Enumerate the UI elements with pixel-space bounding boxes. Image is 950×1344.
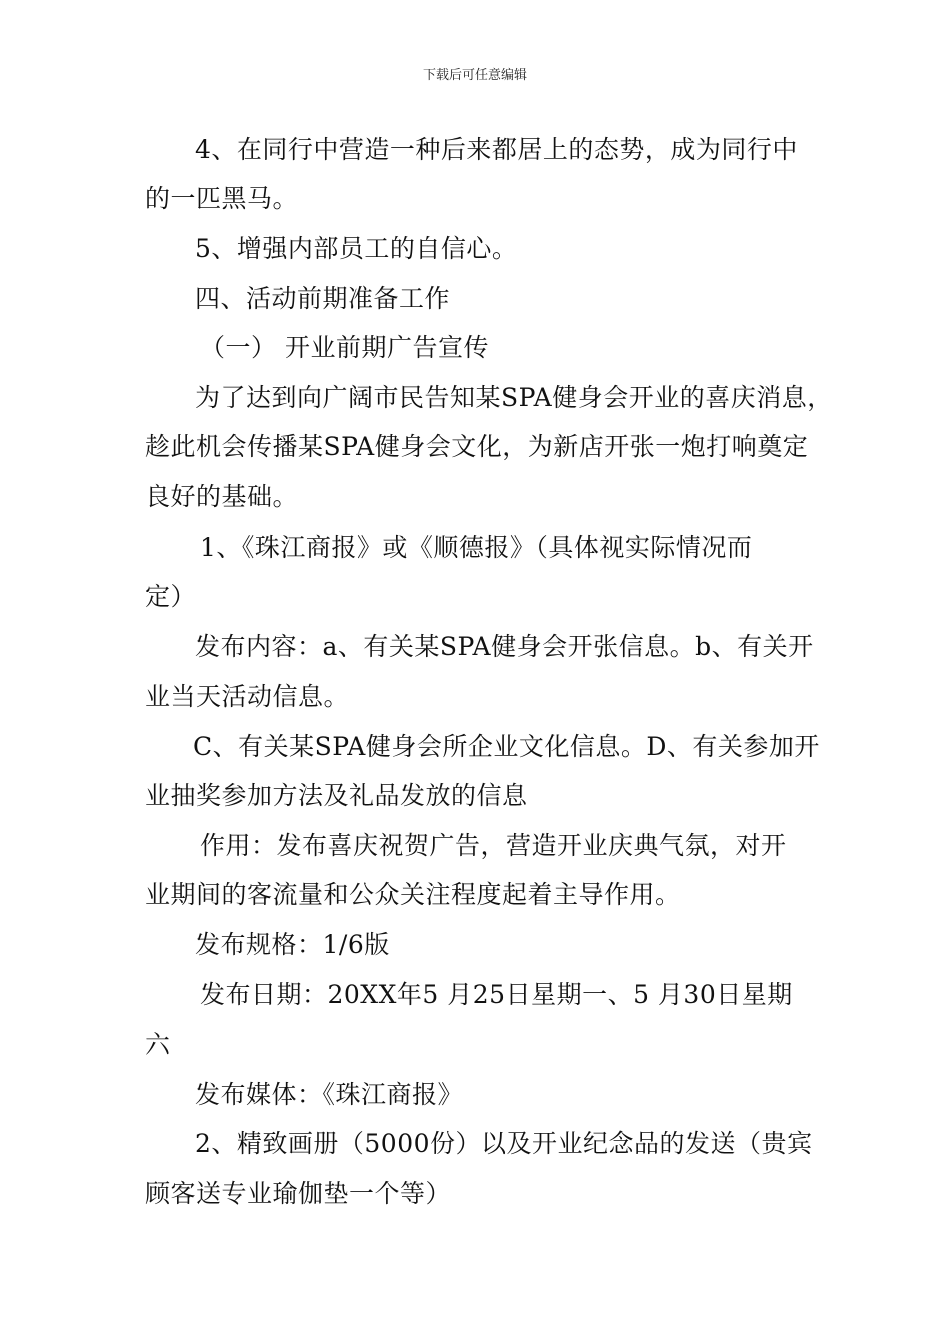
text-line: 六 — [145, 1030, 171, 1059]
text-line: 良好的基础。 — [145, 482, 299, 511]
text-line: 为了达到向广阔市民告知某SPA健身会开业的喜庆消息， — [195, 383, 833, 412]
text-line: 发布媒体：《珠江商报》 — [195, 1080, 464, 1109]
text-line: 5、增强内部员工的自信心。 — [195, 234, 518, 263]
text-line: 业期间的客流量和公众关注程度起着主导作用。 — [145, 880, 681, 909]
text-line: 趁此机会传播某SPA健身会文化，为新店开张一炮打响奠定 — [145, 432, 809, 461]
text-line: 业当天活动信息。 — [145, 682, 350, 711]
text-line: C、有关某SPA健身会所企业文化信息。D、有关参加开 — [193, 732, 820, 761]
text-line: 发布内容：a、有关某SPA健身会开张信息。b、有关开 — [195, 632, 814, 661]
text-line: 发布规格：1/6版 — [195, 930, 390, 959]
text-line: 的一匹黑马。 — [145, 184, 299, 213]
section-heading: 四、活动前期准备工作 — [195, 284, 451, 313]
text-line: 定） — [145, 582, 197, 611]
text-line: 4、在同行中营造一种后来都居上的态势，成为同行中 — [195, 135, 798, 164]
text-line: 发布日期：20XX年5 月25日星期一、5 月30日星期 — [200, 980, 793, 1009]
text-line: 顾客送专业瑜伽垫一个等） — [145, 1179, 452, 1208]
text-line: 业抽奖参加方法及礼品发放的信息 — [145, 781, 528, 810]
text-line: 2、精致画册（5000份）以及开业纪念品的发送（贵宾 — [195, 1129, 813, 1158]
page-header: 下载后可任意编辑 — [422, 68, 527, 83]
subsection-heading: （一） 开业前期广告宣传 — [200, 333, 489, 362]
text-line: 作用：发布喜庆祝贺广告，营造开业庆典气氛，对开 — [200, 831, 787, 860]
text-line: 1、《珠江商报》或《顺德报》（具体视实际情况而 — [200, 533, 753, 562]
